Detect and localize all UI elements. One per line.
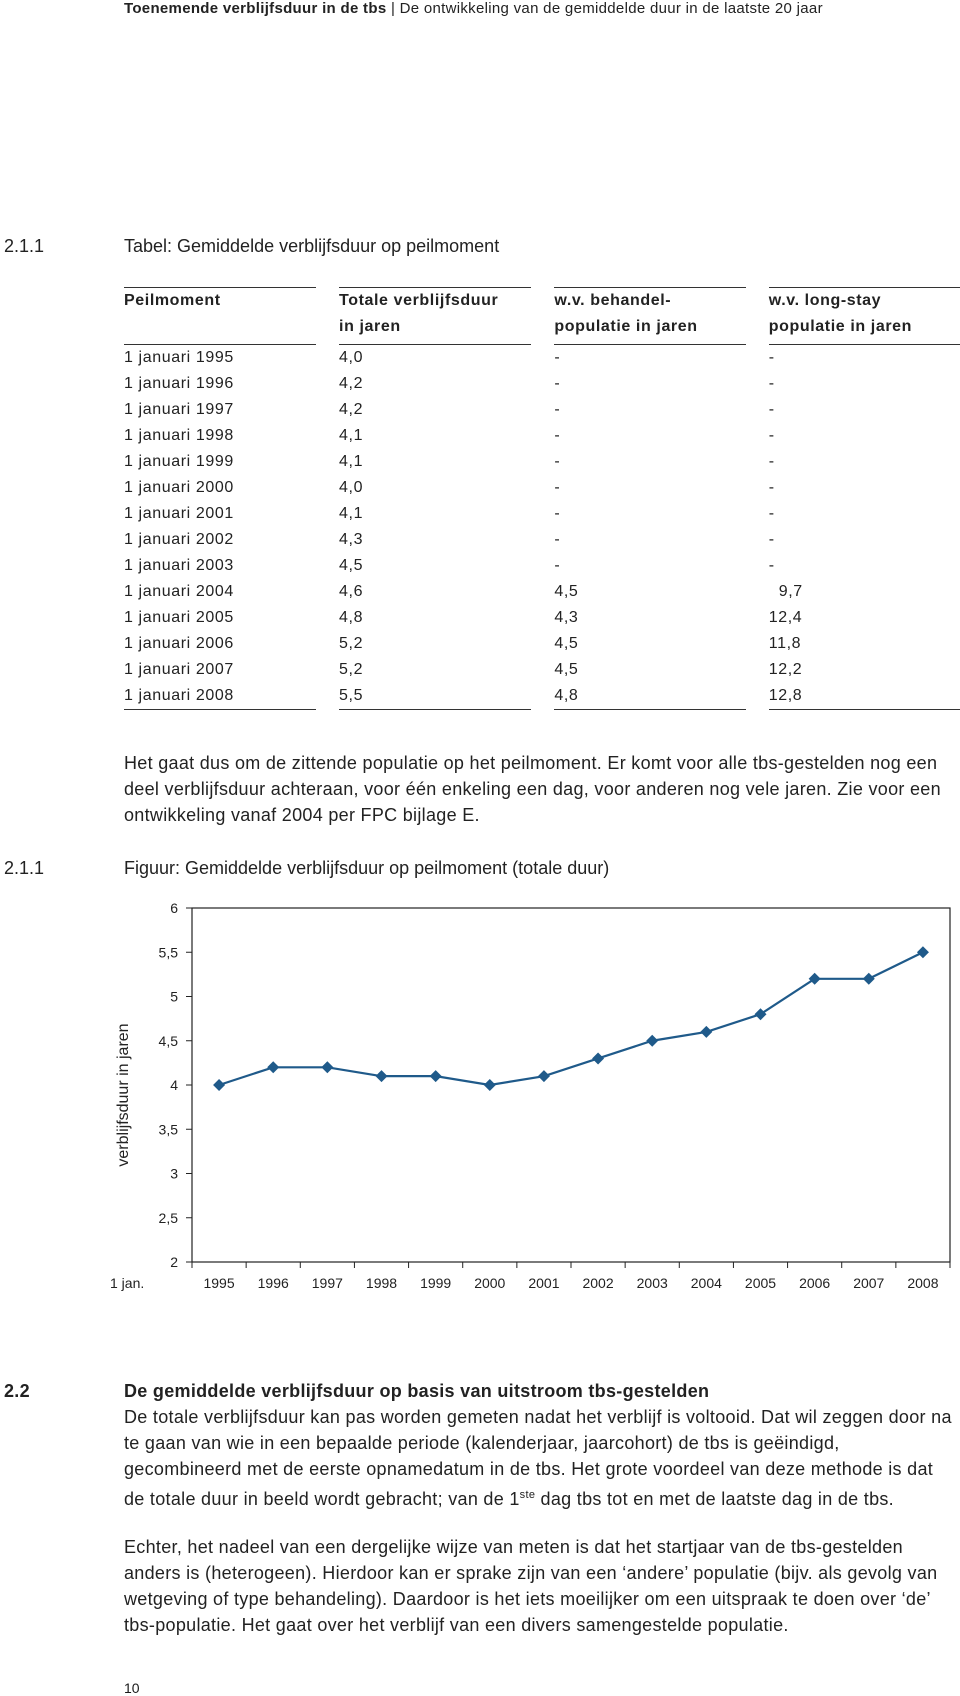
x-tick-label: 2005	[744, 1275, 777, 1291]
cell-peilmoment: 1 januari 2004	[124, 583, 234, 600]
table-row	[124, 423, 960, 449]
cell-totale-duur: 4,8	[339, 609, 364, 626]
data-point	[700, 1026, 712, 1038]
x-tick-label: 2000	[474, 1275, 506, 1291]
y-tick-label: 2	[170, 1254, 178, 1270]
data-point	[646, 1035, 658, 1047]
x-tick-label: 2004	[690, 1275, 722, 1291]
data-point	[592, 1052, 604, 1064]
table-row	[124, 631, 960, 657]
table-row	[124, 683, 960, 710]
cell-peilmoment: 1 januari 2001	[124, 505, 234, 522]
data-point	[809, 973, 821, 985]
data-point	[213, 1079, 225, 1091]
header-long-stay-populatie: w.v. long-stay populatie in jaren	[769, 287, 960, 345]
y-axis-label: verblijfsduur in jaren	[115, 1023, 132, 1167]
cell-behandel: 4,5	[554, 635, 579, 652]
table-row	[124, 605, 960, 631]
data-point	[430, 1070, 442, 1082]
running-header-subtitle: De ontwikkeling van de gemiddelde duur in de laatste 20 jaar	[399, 0, 823, 17]
y-tick-label: 6	[170, 900, 178, 916]
x-prefix-label: 1 jan.	[110, 1275, 145, 1291]
cell-peilmoment: 1 januari 2005	[124, 609, 234, 626]
table-row	[124, 397, 960, 423]
cell-peilmoment: 1 januari 2003	[124, 557, 234, 574]
cell-peilmoment: 1 januari 1997	[124, 401, 234, 418]
section-number: 2.2	[4, 1381, 30, 1401]
plot-area	[192, 908, 950, 1262]
y-tick-label: 3,5	[158, 1121, 178, 1138]
table-row	[124, 501, 960, 527]
y-tick-label: 5,5	[158, 944, 178, 961]
x-tick-label: 2007	[853, 1275, 885, 1291]
cell-totale-duur: 4,0	[339, 349, 364, 366]
cell-long-stay: -	[768, 505, 775, 522]
table-row	[124, 579, 960, 605]
cell-peilmoment: 1 januari 1995	[124, 349, 234, 366]
x-tick-label: 2008	[907, 1275, 939, 1291]
cell-totale-duur: 4,2	[339, 401, 364, 418]
table-row	[124, 527, 960, 553]
cell-behandel: 4,5	[554, 583, 579, 600]
table-row	[124, 553, 960, 579]
figure-number: 2.1.1	[4, 858, 45, 878]
table-header-row	[124, 287, 960, 345]
cell-peilmoment: 1 januari 2000	[124, 479, 234, 496]
cell-peilmoment: 1 januari 1999	[124, 453, 234, 470]
line-chart	[110, 896, 960, 1326]
data-point	[484, 1079, 496, 1091]
cell-totale-duur: 5,2	[339, 635, 364, 652]
cell-behandel: -	[554, 349, 561, 366]
x-tick-label: 2003	[636, 1275, 668, 1291]
cell-behandel: 4,3	[554, 609, 579, 626]
cell-long-stay: 12,8	[769, 683, 960, 710]
section-paragraph-2: Echter, het nadeel van een dergelijke wijze van meten is dat het startjaar van de tbs-gestelden anders is (heterogeen). Hierdoor kan er sprake zijn van een ‘andere’ populatie (bijv. als gevolg van wetgeving of type behandeling). Daardoor is het iets moeilijker om een uitspraak te doen over ‘de’ tbs-populatie. Het gaat over het verblijf van een divers samengestelde populatie.	[124, 1537, 938, 1635]
cell-long-stay: -	[768, 479, 775, 496]
section-heading: De gemiddelde verblijfsduur op basis van uitstroom tbs-gestelden	[124, 1381, 710, 1401]
cell-peilmoment: 1 januari 2007	[124, 661, 234, 678]
running-header-title: Toenemende verblijfsduur in de tbs	[124, 0, 387, 17]
cell-totale-duur: 4,1	[339, 427, 364, 444]
data-point	[376, 1070, 388, 1082]
cell-totale-duur: 4,6	[339, 583, 364, 600]
cell-long-stay: -	[768, 427, 775, 444]
cell-totale-duur: 4,0	[339, 479, 364, 496]
cell-totale-duur: 5,2	[339, 661, 364, 678]
cell-behandel: -	[554, 401, 561, 418]
data-point	[863, 973, 875, 985]
cell-long-stay: -	[768, 453, 775, 470]
cell-long-stay: -	[768, 531, 775, 548]
header-behandel-populatie: w.v. behandel- populatie in jaren	[554, 287, 745, 345]
running-header	[124, 0, 823, 17]
cell-behandel: 4,8	[554, 683, 745, 710]
cell-totale-duur: 4,3	[339, 531, 364, 548]
x-tick-label: 1997	[311, 1275, 343, 1291]
paragraph-zittende-populatie: Het gaat dus om de zittende populatie op het peilmoment. Er komt voor alle tbs-gestelden nog een deel verblijfsduur achteraan, voor één enkeling een dag, voor anderen nog vele jaren. Zie voor een ontwikkeling vanaf 2004 per FPC bijlage E.	[124, 753, 941, 825]
x-tick-label: 2001	[528, 1275, 560, 1291]
table-number: 2.1.1	[4, 236, 45, 256]
cell-long-stay: -	[768, 557, 775, 574]
cell-behandel: -	[554, 479, 561, 496]
y-tick-label: 4	[170, 1077, 178, 1093]
cell-peilmoment: 1 januari 1998	[124, 427, 234, 444]
data-point	[755, 1008, 767, 1020]
y-tick-label: 4,5	[158, 1032, 178, 1049]
x-tick-label: 1999	[420, 1275, 452, 1291]
cell-behandel: -	[554, 531, 561, 548]
cell-totale-duur: 4,1	[339, 505, 364, 522]
cell-behandel: 4,5	[554, 661, 579, 678]
running-header-separator: |	[390, 0, 396, 17]
chart-svg	[110, 896, 960, 1326]
data-point	[917, 946, 929, 958]
data-point	[321, 1061, 333, 1073]
y-tick-label: 2,5	[158, 1209, 178, 1226]
y-tick-label: 5	[170, 988, 178, 1005]
cell-behandel: -	[554, 375, 561, 392]
table-row	[124, 657, 960, 683]
cell-peilmoment: 1 januari 2008	[124, 683, 316, 710]
cell-peilmoment: 1 januari 2006	[124, 635, 234, 652]
cell-totale-duur: 4,5	[339, 557, 364, 574]
cell-long-stay: 11,8	[768, 635, 802, 652]
page-number: 10	[124, 1680, 140, 1696]
x-tick-label: 2002	[582, 1275, 614, 1291]
table-row	[124, 475, 960, 501]
data-point	[267, 1061, 279, 1073]
cell-long-stay: 12,2	[768, 661, 803, 678]
cell-totale-duur: 5,5	[339, 683, 531, 710]
cell-peilmoment: 1 januari 1996	[124, 375, 234, 392]
x-tick-label: 2006	[799, 1275, 831, 1291]
cell-behandel: -	[554, 427, 561, 444]
table-row	[124, 371, 960, 397]
cell-behandel: -	[554, 557, 561, 574]
y-tick-label: 3	[170, 1165, 178, 1182]
cell-totale-duur: 4,1	[339, 453, 364, 470]
header-peilmoment: Peilmoment	[124, 287, 316, 345]
x-tick-label: 1995	[203, 1275, 235, 1291]
cell-long-stay: -	[768, 401, 775, 418]
cell-long-stay: -	[768, 349, 775, 366]
x-tick-label: 1998	[365, 1275, 398, 1291]
cell-behandel: -	[554, 453, 561, 470]
table-row	[124, 345, 960, 371]
header-totale-verblijfsduur: Totale verblijfsduur in jaren	[339, 287, 531, 345]
cell-long-stay: 9,7	[778, 583, 803, 600]
cell-totale-duur: 4,2	[339, 375, 364, 392]
table-caption: Tabel: Gemiddelde verblijfsduur op peilmoment	[124, 236, 500, 256]
figure-caption: Figuur: Gemiddelde verblijfsduur op peilmoment (totale duur)	[124, 858, 610, 878]
verblijfsduur-table	[124, 287, 960, 710]
cell-long-stay: 12,4	[768, 609, 803, 626]
data-point	[538, 1070, 550, 1082]
cell-peilmoment: 1 januari 2002	[124, 531, 234, 548]
cell-long-stay: -	[768, 375, 775, 392]
table-row	[124, 449, 960, 475]
x-tick-label: 1996	[257, 1275, 289, 1291]
superscript-ste: ste	[519, 1489, 536, 1501]
section-paragraph-1: De totale verblijfsduur kan pas worden gemeten nadat het verblijf is voltooid. Dat wil zeggen door na te gaan van wie in een bepaalde periode (kalenderjaar, jaarcohort) de tbs is geëindigd, gecombineerd met de eerste opnamedatum in de tbs. Het grote voordeel van deze methode is dat de totale duur in beeld wordt gebracht; van de 1ste dag tbs tot en met de laatste dag in de tbs.	[124, 1407, 952, 1509]
cell-behandel: -	[554, 505, 561, 522]
